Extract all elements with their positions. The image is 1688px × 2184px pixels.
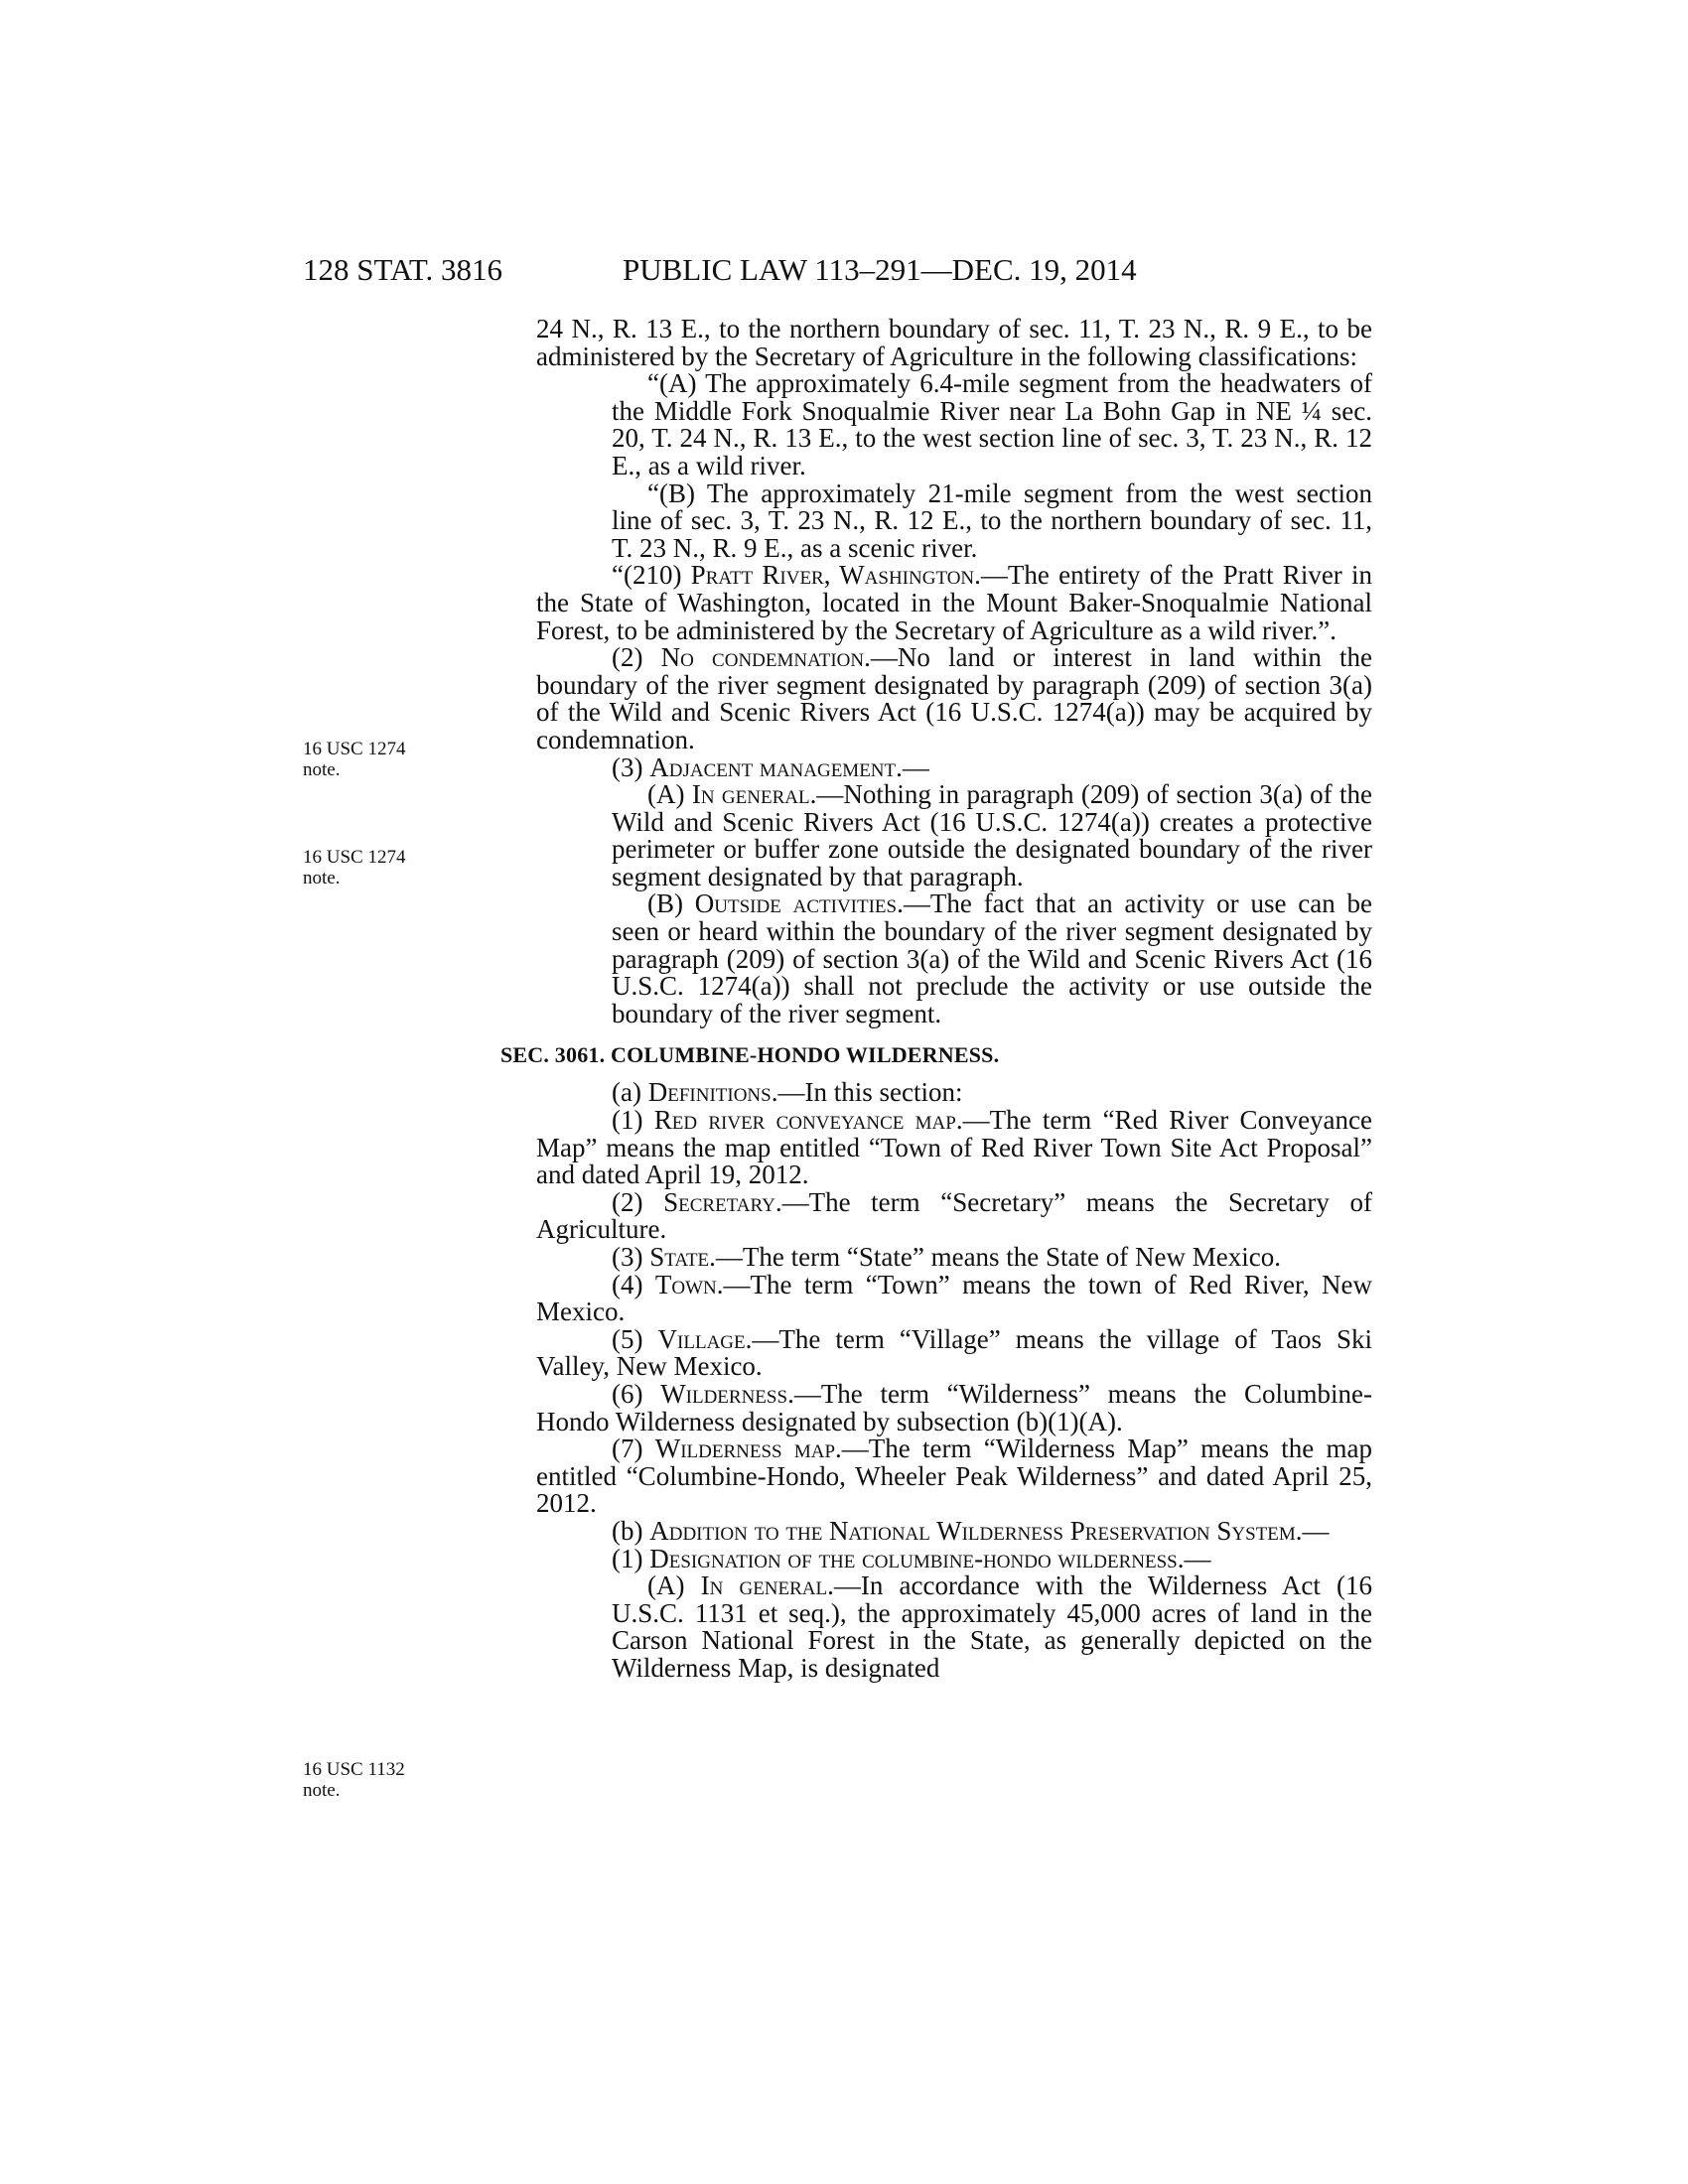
paragraph-b1A: [536, 1572, 1372, 1682]
definition-7: [536, 1435, 1372, 1518]
paragraph-text: .—: [1295, 1515, 1330, 1546]
paragraph-heading: Wilderness map: [654, 1433, 836, 1464]
margin-note-suffix: note.: [303, 1780, 341, 1801]
paragraph-heading: Secretary: [663, 1186, 775, 1217]
paragraph-number: (1): [612, 1543, 650, 1573]
section-heading: SEC. 3061. COLUMBINE-HONDO WILDERNESS.: [500, 1042, 1000, 1068]
margin-note-2: [303, 847, 442, 888]
paragraph-heading: Addition to the National Wilderness Preservation System: [649, 1515, 1296, 1546]
paragraph-text: .—In accordance with the Wilderness Act (16 U.S.C. 1131 et seq.), the approximately 45,000 acres of land in the Carson National Forest in the State, as generally depicted on the Wilderness Map, is designated: [612, 1570, 1372, 1683]
paragraph-heading: No condemnation: [660, 642, 865, 673]
paragraph-number: (A): [647, 779, 692, 810]
paragraph-text: .—The term “Wilderness Map” means the map entitled “Columbine-Hondo, Wheeler Peak Wilderness” and dated April 25, 2012.: [536, 1433, 1373, 1519]
paragraph-heading: Town: [654, 1269, 717, 1299]
paragraph-number: (4): [612, 1269, 655, 1299]
paragraph-number: (3): [612, 1242, 650, 1272]
paragraph-number: (7): [612, 1433, 655, 1464]
paragraph-text: .—In this section:: [771, 1077, 963, 1108]
paragraph-heading: Adjacent management: [649, 751, 897, 782]
paragraph-number: (B): [647, 888, 695, 919]
definition-3: [536, 1244, 1372, 1272]
paragraph-text: .—The term “Wilderness” means the Columbine-Hondo Wilderness designated by subsection (b)(1)(A).: [536, 1378, 1372, 1436]
paragraph-text: .—The fact that an activity or use can be seen or heard within the boundary of the river segment designated by paragraph (209) of section 3(a) of the Wild and Scenic Rivers Act (16 U.S.C. 1274(a)) shall not preclude the activity or use outside the boundary of the river segment.: [612, 888, 1372, 1028]
margin-note-3: [303, 1759, 442, 1801]
margin-note-citation: 16 USC 1132: [303, 1759, 405, 1780]
paragraph-number: (6): [612, 1378, 661, 1409]
paragraph-3: [536, 751, 1372, 782]
definition-5: [536, 1323, 1373, 1382]
paragraph-text: .—The term “Village” means the village of Taos Ski Valley, New Mexico.: [536, 1323, 1373, 1382]
paragraph-3B: [536, 890, 1372, 1027]
paragraph-A: “(A) The approximately 6.4-mile segment from the headwaters of the Middle Fork Snoqualmie River near La Bohn Gap in NE ¼ sec. 20, T. 24 N., R. 13 E., to the west section line of sec. 3, T. 23 N., R. 12 E., as a wild river.: [612, 368, 1372, 480]
paragraph-heading: In general: [700, 1570, 828, 1601]
definition-2: [536, 1186, 1373, 1245]
definition-6: [536, 1378, 1372, 1436]
running-header: [303, 250, 1371, 290]
paragraph-B: “(B) The approximately 21-mile segment from the west section line of sec. 3, T. 23 N., R. 12 E., to the northern boundary of sec. 11, T. 23 N., R. 9 E., as a scenic river.: [612, 478, 1372, 563]
margin-note-suffix: note.: [303, 868, 341, 888]
continuation-paragraph: 24 N., R. 13 E., to the northern boundary of sec. 11, T. 23 N., R. 9 E., to be administered by the Secretary of Agriculture in the following classifications:: [536, 314, 1372, 371]
paragraph-number: (5): [612, 1323, 658, 1354]
paragraph-210: [536, 562, 1372, 644]
margin-note-1: [303, 739, 442, 780]
definition-1: [536, 1107, 1372, 1189]
paragraph-heading: Wilderness: [660, 1378, 788, 1409]
body-text: [500, 314, 1373, 1683]
paragraph-text: .—The entirety of the Pratt River in the State of Washington, located in the Mount Baker-Snoqualmie National Forest, to be administered by the Secretary of Agriculture as a wild river.”.: [536, 560, 1372, 645]
paragraph-number: (2): [612, 1186, 664, 1217]
paragraph-number: (b): [612, 1515, 650, 1546]
definition-4: [536, 1269, 1373, 1327]
subsection-a: [536, 1079, 1372, 1107]
paragraph-text: .—The term “Red River Conveyance Map” means the map entitled “Town of Red River Town Site Act Proposal” and dated April 19, 2012.: [536, 1105, 1373, 1190]
statute-page-number: 128 STAT. 3816: [303, 252, 503, 287]
paragraph-heading: Village: [657, 1323, 746, 1354]
paragraph-text: .—The term “Secretary” means the Secretary of Agriculture.: [536, 1186, 1373, 1245]
paragraph-heading: Red river conveyance map: [653, 1105, 956, 1136]
paragraph-number: “(210): [612, 560, 691, 591]
paragraph-heading: In general: [691, 779, 810, 810]
paragraph-number: (3): [612, 751, 650, 782]
paragraph-heading: Definitions: [647, 1077, 772, 1108]
paragraph-text: .—: [1177, 1543, 1211, 1573]
paragraph-number: (2): [612, 642, 661, 673]
paragraph-text: .—The term “State” means the State of New Mexico.: [709, 1242, 1281, 1272]
paragraph-heading: State: [649, 1242, 710, 1272]
margin-note-citation: 16 USC 1274: [303, 739, 406, 759]
margin-note-citation: 16 USC 1274: [303, 847, 406, 868]
paragraph-text: .—No land or interest in land within the boundary of the river segment designated by paragraph (209) of section 3(a) of the Wild and Scenic Rivers Act (16 U.S.C. 1274(a)) may be acquired by condemnation.: [536, 642, 1372, 754]
public-law-title: PUBLIC LAW 113–291—DEC. 19, 2014: [623, 252, 1137, 287]
paragraph-3A: [536, 781, 1372, 890]
paragraph-heading: Pratt River, Washington: [690, 560, 975, 591]
paragraph-heading: Designation of the columbine-hondo wilderness: [649, 1543, 1178, 1573]
margin-note-suffix: note.: [303, 759, 341, 780]
paragraph-number: (a): [612, 1077, 648, 1108]
paragraph-text: .—The term “Town” means the town of Red River, New Mexico.: [536, 1269, 1373, 1327]
subsection-b: [500, 1515, 1372, 1546]
paragraph-b1: [536, 1543, 1372, 1573]
paragraph-number: (A): [647, 1570, 701, 1601]
paragraph-text: .—Nothing in paragraph (209) of section 3(a) of the Wild and Scenic Rivers Act (16 U.S.C. 1274(a)) creates a protective perimeter or buffer zone outside the designated boundary of the river segment designated by that paragraph.: [612, 779, 1372, 891]
paragraph-text: .—: [896, 751, 929, 782]
paragraph-number: (1): [612, 1105, 654, 1136]
paragraph-heading: Outside activities: [694, 888, 898, 919]
paragraph-2: [536, 644, 1372, 753]
